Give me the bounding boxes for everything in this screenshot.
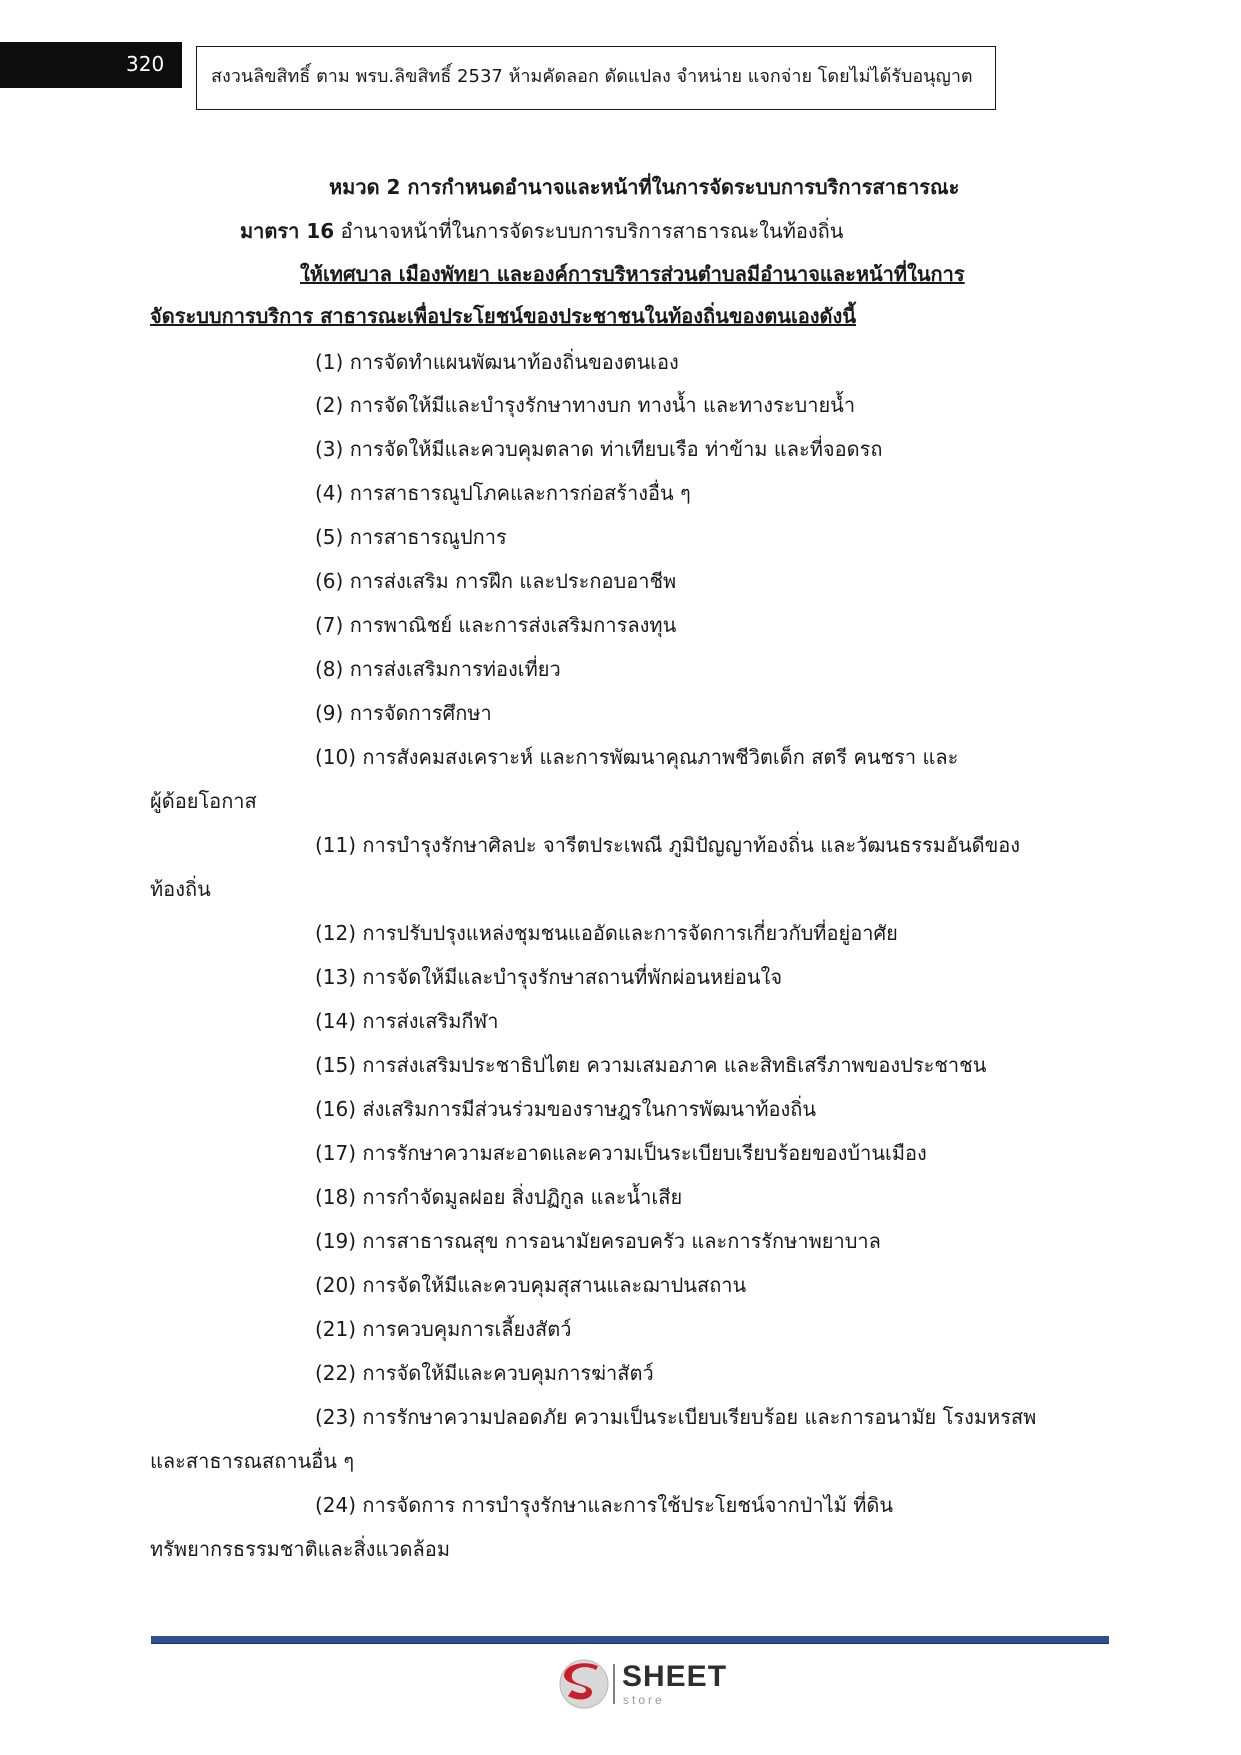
- list-item-7: (7) การพาณิชย์ และการส่งเสริมการลงทุน: [315, 613, 677, 637]
- chapter-title: หมวด 2 การกำหนดอำนาจและหน้าที่ในการจัดระบบการบริการสาธารณะ: [329, 175, 960, 199]
- list-item-4: (4) การสาธารณูปโภคและการก่อสร้างอื่น ๆ: [315, 481, 691, 505]
- list-item-15: (15) การส่งเสริมประชาธิปไตย ความเสมอภาค และสิทธิเสรีภาพของประชาชน: [315, 1053, 987, 1077]
- list-item-8: (8) การส่งเสริมการท่องเที่ยว: [315, 657, 561, 681]
- page-number: 320: [126, 52, 165, 76]
- list-item-21: (21) การควบคุมการเลี้ยงสัตว์: [315, 1317, 572, 1341]
- footer-rule: [151, 1636, 1109, 1644]
- list-item-24-continued: ทรัพยากรธรรมชาติและสิ่งแวดล้อม: [150, 1537, 450, 1561]
- list-item-23: (23) การรักษาความปลอดภัย ความเป็นระเบียบเรียบร้อย และการอนามัย โรงมหรสพ: [315, 1405, 1037, 1429]
- copyright-notice: สงวนลิขสิทธิ์ ตาม พรบ.ลิขสิทธิ์ 2537 ห้ามคัดลอก ดัดแปลง จำหน่าย แจกจ่าย โดยไม่ได้รับอนุญาต: [211, 66, 973, 87]
- list-item-11: (11) การบำรุงรักษาศิลปะ จารีตประเพณี ภูมิปัญญาท้องถิ่น และวัฒนธรรมอันดีของ: [315, 833, 1021, 857]
- list-item-10-continued: ผู้ด้อยโอกาส: [150, 789, 257, 813]
- lead-line-1: ให้เทศบาล เมืองพัทยา และองค์การบริหารส่วนตำบลมีอำนาจและหน้าที่ในการ: [300, 262, 965, 286]
- list-item-1: (1) การจัดทำแผนพัฒนาท้องถิ่นของตนเอง: [315, 350, 679, 374]
- list-item-24: (24) การจัดการ การบำรุงรักษาและการใช้ประโยชน์จากป่าไม้ ที่ดิน: [315, 1493, 894, 1517]
- list-item-3: (3) การจัดให้มีและควบคุมตลาด ท่าเทียบเรือ ท่าข้าม และที่จอดรถ: [315, 437, 883, 461]
- list-item-23-continued: และสาธารณสถานอื่น ๆ: [150, 1449, 355, 1473]
- list-item-9: (9) การจัดการศึกษา: [315, 701, 492, 725]
- list-item-12: (12) การปรับปรุงแหล่งชุมชนแออัดและการจัดการเกี่ยวกับที่อยู่อาศัย: [315, 921, 898, 945]
- copyright-notice-box: [196, 46, 996, 110]
- list-item-5: (5) การสาธารณูปการ: [315, 525, 507, 549]
- list-item-11-continued: ท้องถิ่น: [150, 877, 211, 901]
- lead-line-2: จัดระบบการบริการ สาธารณะเพื่อประโยชน์ของประชาชนในท้องถิ่นของตนเองดังนี้: [150, 304, 856, 328]
- list-item-14: (14) การส่งเสริมกีฬา: [315, 1009, 499, 1033]
- list-item-10: (10) การสังคมสงเคราะห์ และการพัฒนาคุณภาพชีวิตเด็ก สตรี คนชรา และ: [315, 745, 959, 769]
- section-text: อำนาจหน้าที่ในการจัดระบบการบริการสาธารณะในท้องถิ่น: [340, 219, 844, 243]
- list-item-18: (18) การกำจัดมูลฝอย สิ่งปฏิกูล และน้ำเสีย: [315, 1185, 683, 1209]
- list-item-17: (17) การรักษาความสะอาดและความเป็นระเบียบเรียบร้อยของบ้านเมือง: [315, 1141, 927, 1165]
- list-item-22: (22) การจัดให้มีและควบคุมการฆ่าสัตว์: [315, 1361, 654, 1385]
- list-item-20: (20) การจัดให้มีและควบคุมสุสานและฌาปนสถาน: [315, 1273, 747, 1297]
- section-label: มาตรา 16: [240, 219, 335, 243]
- list-item-16: (16) ส่งเสริมการมีส่วนร่วมของราษฎรในการพัฒนาท้องถิ่น: [315, 1097, 817, 1121]
- list-item-13: (13) การจัดให้มีและบำรุงรักษาสถานที่พักผ่อนหย่อนใจ: [315, 965, 783, 989]
- section-heading: [240, 216, 843, 246]
- logo-text: SHEET: [622, 1660, 728, 1693]
- list-item-19: (19) การสาธารณสุข การอนามัยครอบครัว และการรักษาพยาบาล: [315, 1229, 881, 1253]
- list-item-2: (2) การจัดให้มีและบำรุงรักษาทางบก ทางน้ำ และทางระบายน้ำ: [315, 393, 856, 417]
- list-item-6: (6) การส่งเสริม การฝึก และประกอบอาชีพ: [315, 569, 677, 593]
- logo-subtext: store: [623, 1693, 665, 1707]
